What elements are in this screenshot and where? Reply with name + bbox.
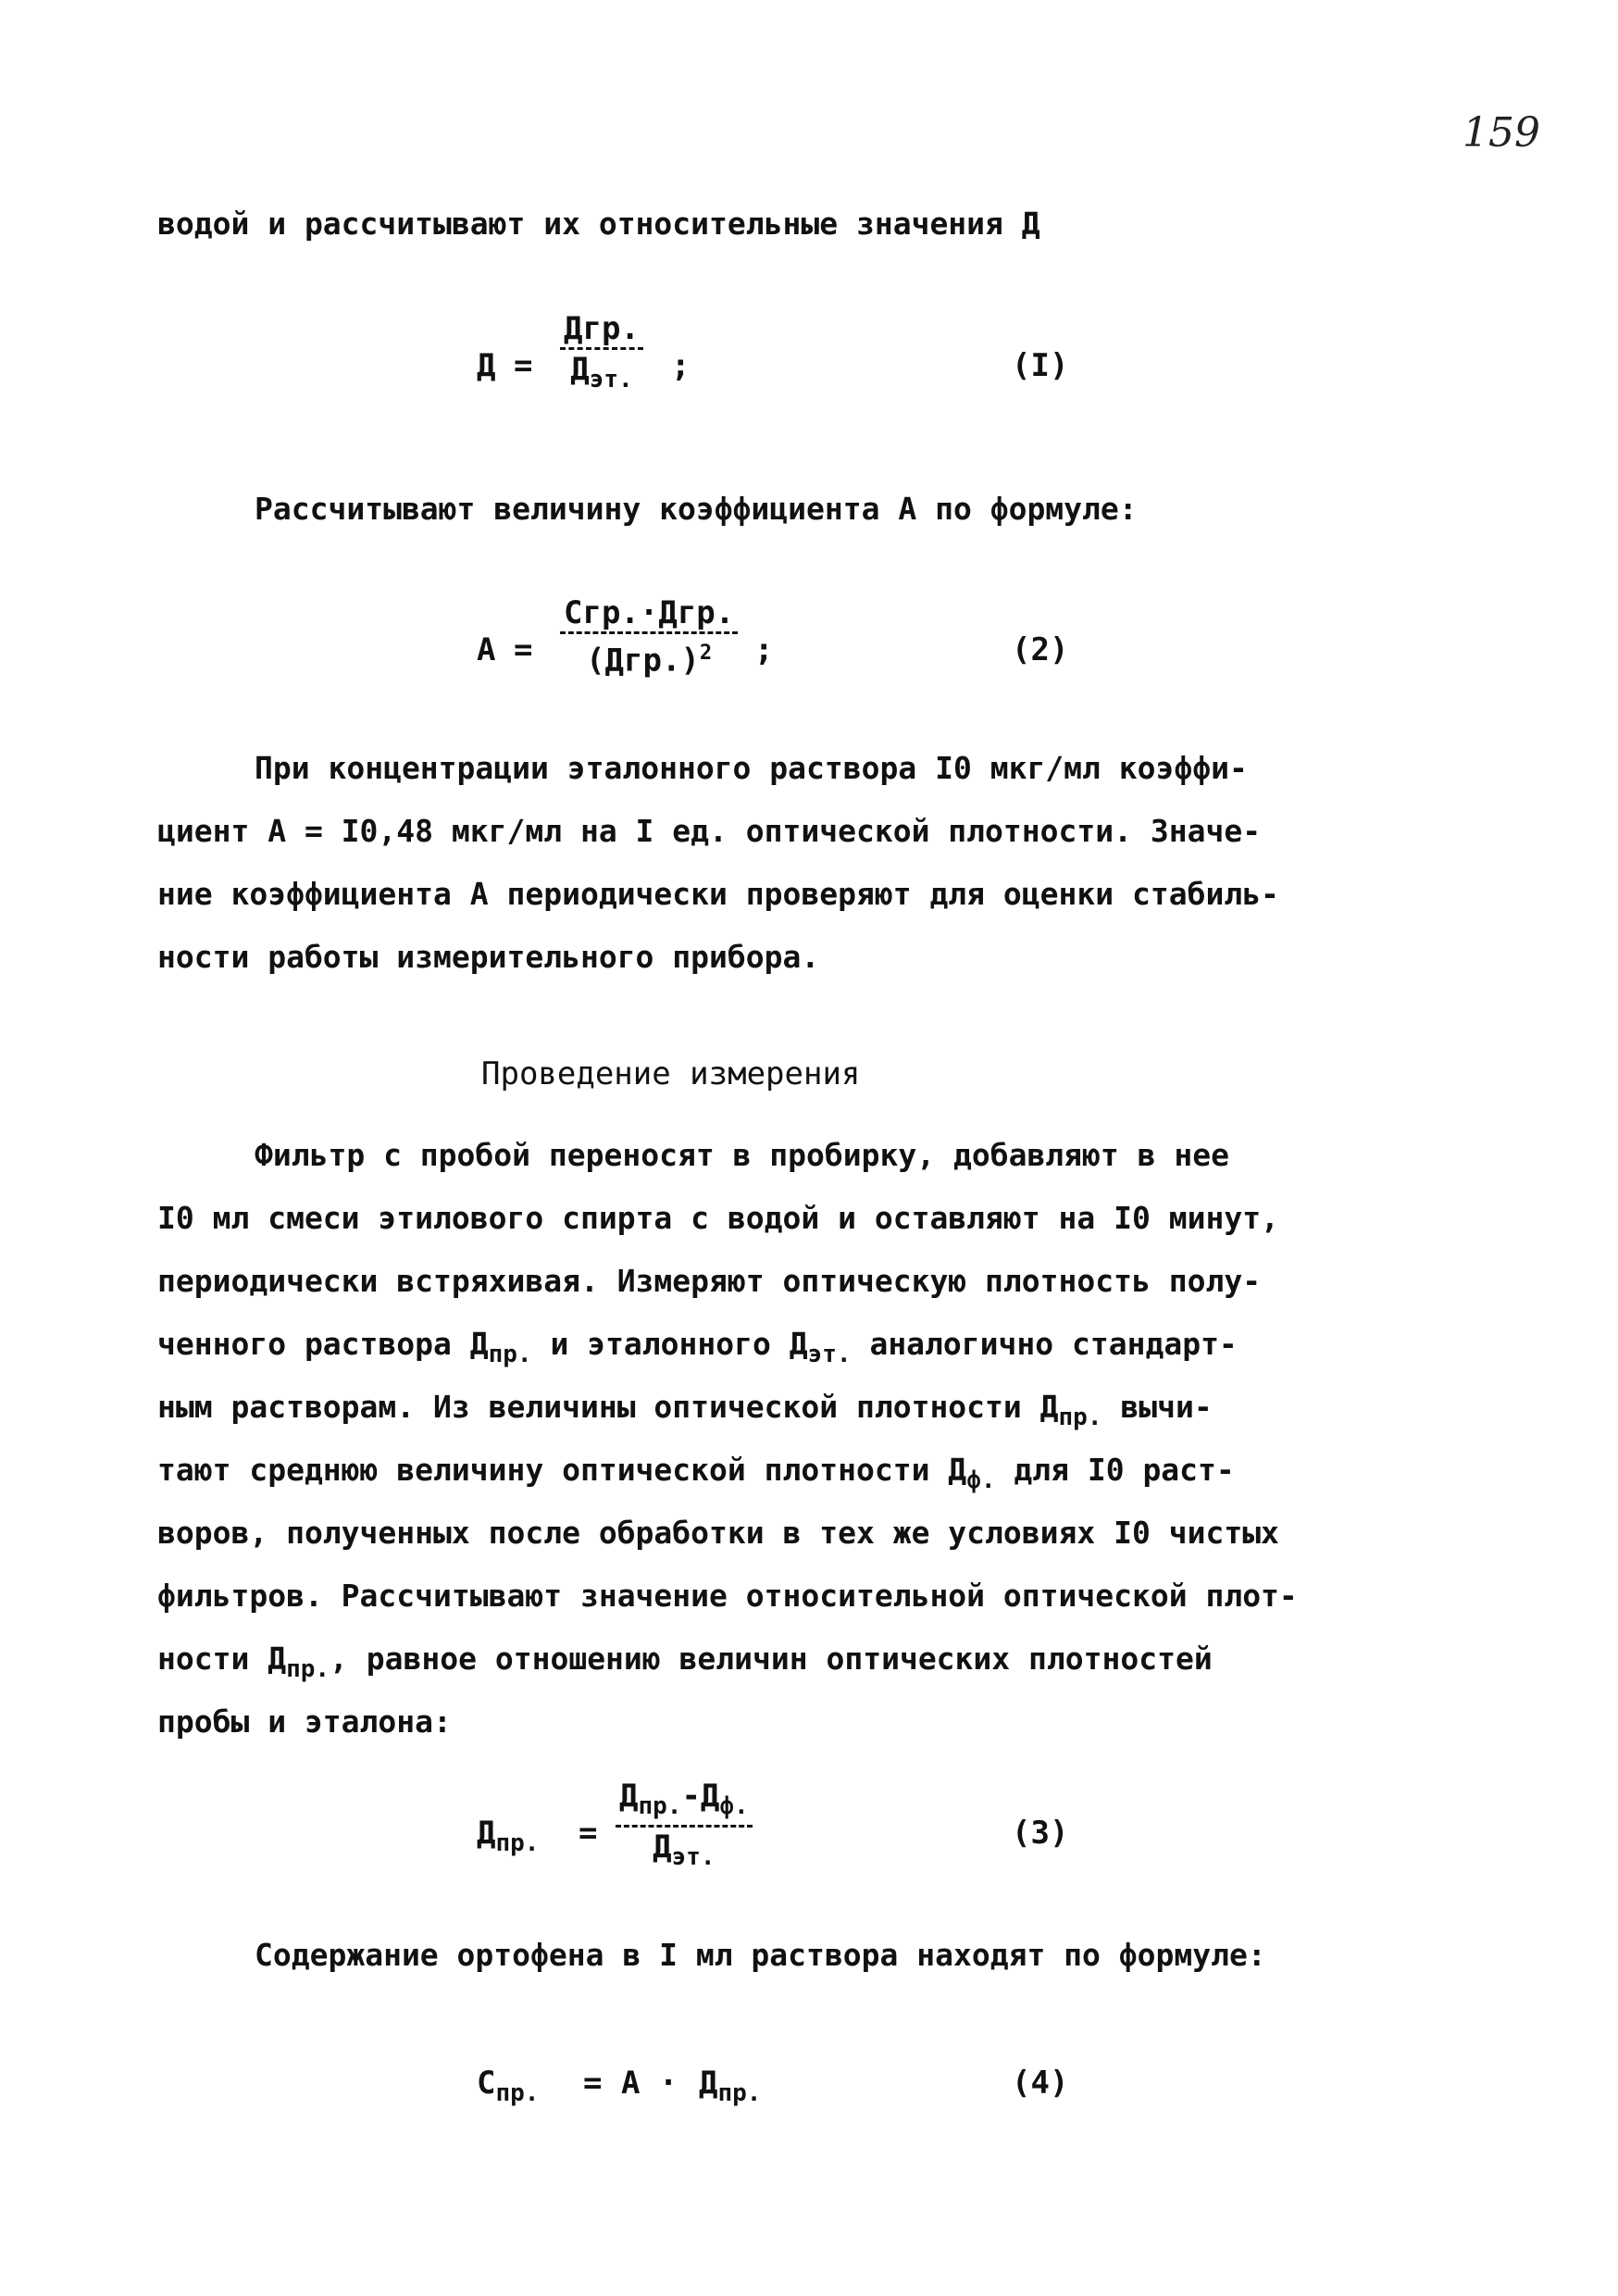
formula-2-lhs: А	[477, 631, 496, 668]
paragraph-2-line-1: Фильтр с пробой переносят в пробирку, добавляют в нее	[255, 1137, 1229, 1173]
paragraph-1-line-1: При концентрации эталонного раствора I0 мкг/мл коэффи-	[255, 750, 1248, 786]
paragraph-2-line-8: фильтров. Рассчитывают значение относительной оптической плот-	[157, 1578, 1298, 1614]
formula-1-equals: =	[514, 347, 533, 384]
paragraph-2-line-7: воров, полученных после обработки в тех же условиях I0 чистых	[157, 1515, 1279, 1551]
paragraph-2-line-4: ченного раствора $Д_{пр.}$ и эталонного $Д_{эт.}$ аналогично стандарт-	[157, 1326, 1238, 1368]
formula-3-number: (3)	[1012, 1815, 1069, 1852]
paragraph-2-line-3: периодически встряхивая. Измеряют оптическую плотность полу-	[157, 1263, 1262, 1299]
formula-3-equals: =	[579, 1815, 598, 1852]
formula-4-lhs: $С_{пр.}$	[477, 2065, 540, 2107]
formula-2-numerator: Сгр.·Дгр.	[560, 594, 738, 634]
text-formula-4-intro: Содержание ортофена в I мл раствора находят по формуле:	[255, 1937, 1266, 1973]
formula-1-fraction	[560, 310, 643, 399]
formula-3-numerator: $Д_{пр.}-Д_{ф.}$	[616, 1778, 753, 1828]
formula-2-semicolon: ;	[754, 631, 774, 668]
paragraph-1-line-2: циент А = I0,48 мкг/мл на I ед. оптической плотности. Значе-	[157, 813, 1262, 849]
paragraph-2-line-10: пробы и эталона:	[157, 1703, 452, 1740]
formula-1-denominator: $Д_{эт.}$	[570, 351, 633, 393]
formula-1-numerator: Дгр.	[560, 310, 643, 350]
paragraph-2-line-9: ности $Д_{пр.}$, равное отношению величин оптических плотностей	[157, 1641, 1213, 1683]
paragraph-2-line-5: ным растворам. Из величины оптической плотности $Д_{пр.}$ вычи-	[157, 1389, 1213, 1431]
paragraph-1-line-4: ности работы измерительного прибора.	[157, 939, 820, 975]
formula-3-fraction	[616, 1778, 753, 1877]
text-line-0: водой и рассчитывают их относительные значения Д	[157, 206, 1040, 242]
paragraph-2-line-6: тают среднюю величину оптической плотности $Д_{ф.}$ для I0 раст-	[157, 1452, 1235, 1494]
formula-3-lhs: $Д_{пр.}$	[477, 1815, 540, 1857]
paragraph-1-line-3: ние коэффициента А периодически проверяют для оценки стабиль-	[157, 876, 1279, 912]
formula-1	[477, 310, 1125, 421]
section-heading: Проведение измерения	[481, 1055, 861, 1092]
paragraph-2-line-2: I0 мл смеси этилового спирта с водой и оставляют на I0 минут,	[157, 1200, 1279, 1236]
formula-4-equals: = А ·	[583, 2065, 678, 2102]
text-formula-2-intro: Рассчитывают величину коэффициента А по формуле:	[255, 491, 1138, 527]
formula-4	[477, 2028, 1125, 2139]
formula-2-number: (2)	[1012, 631, 1069, 668]
formula-1-lhs: Д	[477, 347, 496, 384]
formula-3	[477, 1778, 1125, 1889]
formula-2	[477, 594, 1125, 705]
formula-2-denominator: $(Дгр.)^2$	[586, 642, 713, 680]
formula-2-equals: =	[514, 631, 533, 668]
formula-1-number: (I)	[1012, 347, 1069, 384]
formula-3-denominator: $Д_{эт.}$	[653, 1828, 716, 1871]
formula-4-number: (4)	[1012, 2065, 1069, 2102]
formula-2-fraction	[560, 594, 738, 680]
page-number: 159	[1462, 109, 1540, 156]
formula-4-rhs: $Д_{пр.}$	[699, 2065, 762, 2107]
formula-1-semicolon: ;	[671, 347, 691, 384]
